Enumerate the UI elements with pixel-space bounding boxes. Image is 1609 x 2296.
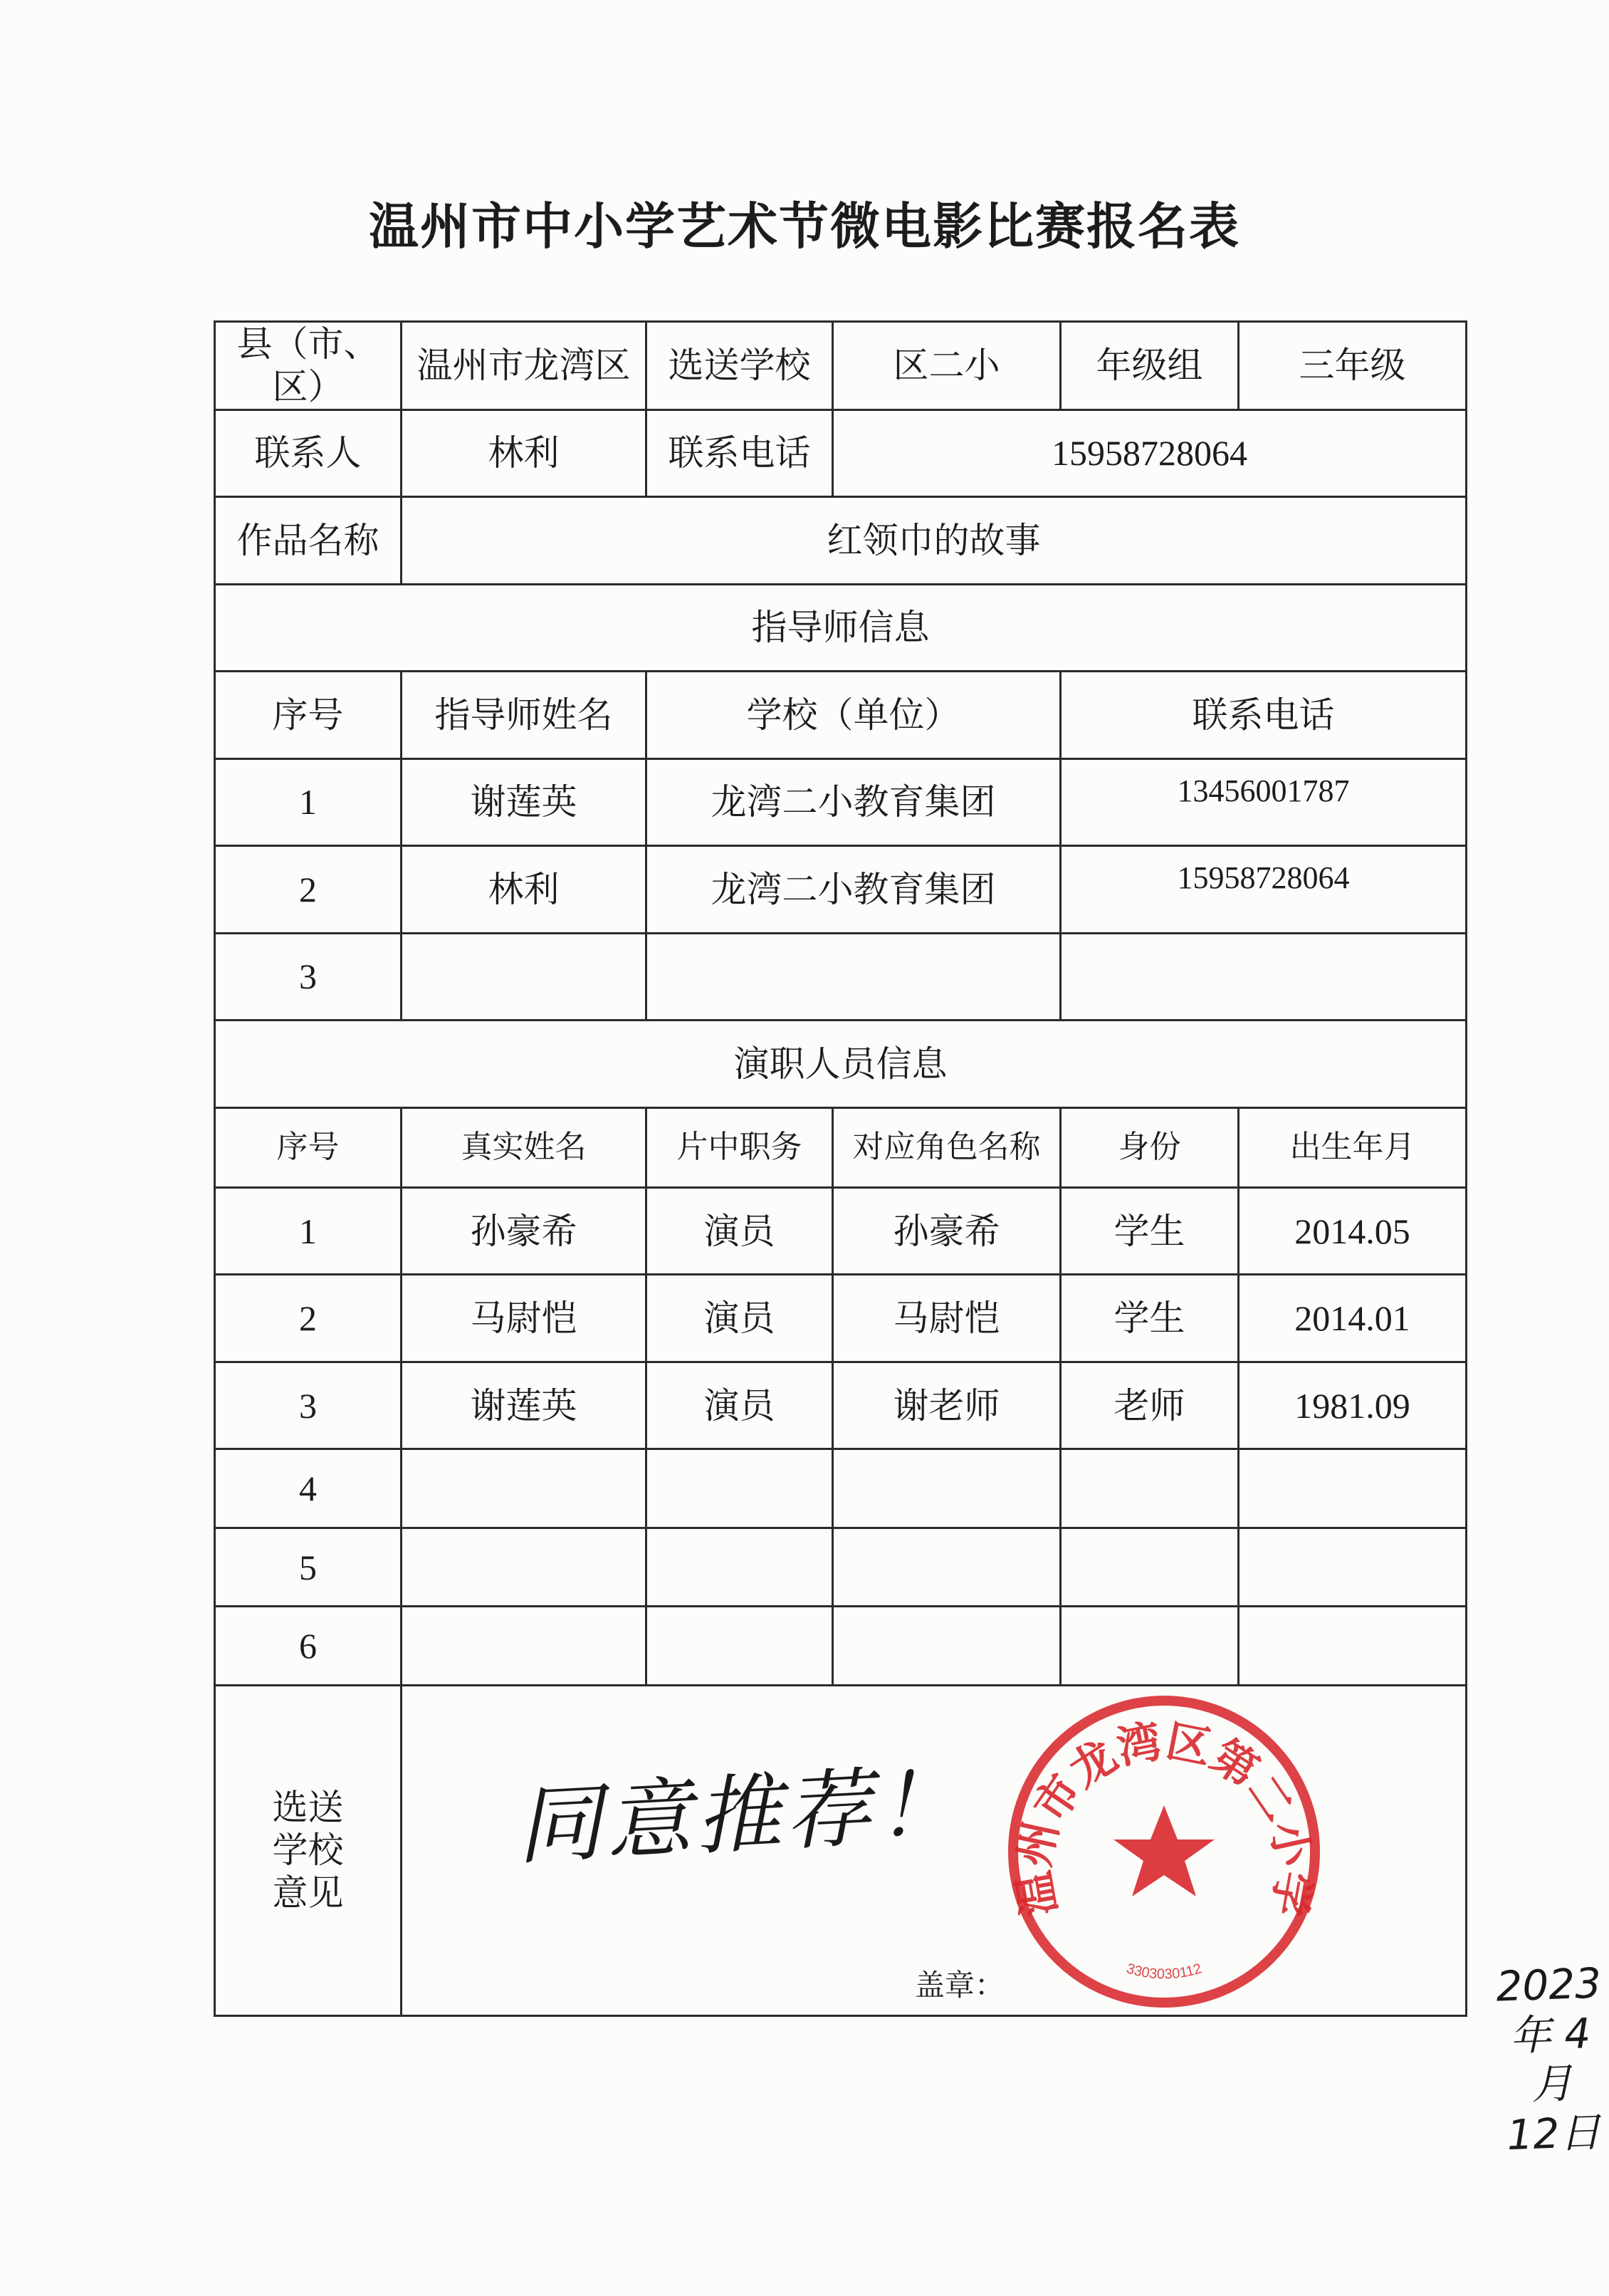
- cast-identity: 学生: [1061, 1275, 1239, 1362]
- mentor-phone: [1061, 933, 1467, 1021]
- cast-birth: 1981.09: [1239, 1362, 1467, 1449]
- cast-identity: [1061, 1607, 1239, 1685]
- mentor-name: 林利: [402, 846, 646, 934]
- county-value: 温州市龙湾区: [402, 322, 646, 410]
- cast-header-role: 对应角色名称: [833, 1107, 1061, 1187]
- cast-no: 3: [215, 1362, 402, 1449]
- cast-name: 马尉恺: [402, 1275, 646, 1362]
- cast-header-birth: 出生年月: [1239, 1107, 1467, 1187]
- cast-name: 孙豪希: [402, 1187, 646, 1275]
- cast-no: 6: [215, 1607, 402, 1685]
- mentor-section-title: 指导师信息: [215, 584, 1467, 672]
- cast-name: [402, 1449, 646, 1528]
- cast-role: [833, 1528, 1061, 1606]
- school-value: 区二小: [833, 322, 1061, 410]
- cast-duty: 演员: [646, 1187, 833, 1275]
- handwritten-opinion: 同意推荐！: [513, 1754, 968, 1877]
- school-seal-stamp: [1004, 1691, 1324, 2012]
- cast-name: [402, 1607, 646, 1685]
- phone-label: 联系电话: [646, 409, 833, 497]
- cast-duty: 演员: [646, 1362, 833, 1449]
- cast-duty: [646, 1449, 833, 1528]
- mentor-no: 3: [215, 933, 402, 1021]
- school-label: 选送学校: [646, 322, 833, 410]
- mentor-row: [215, 933, 1467, 1021]
- seal-label: 盖章：: [915, 1967, 1005, 2003]
- cast-no: 4: [215, 1449, 402, 1528]
- mentor-header-unit: 学校（单位）: [646, 672, 1061, 759]
- county-label: 县（市、区）: [215, 322, 402, 410]
- contact-label: 联系人: [215, 409, 402, 497]
- seal-code: 3303030112: [1124, 1961, 1204, 1983]
- mentor-phone: 15958728064: [1061, 846, 1467, 934]
- cast-birth: [1239, 1607, 1467, 1685]
- mentor-no: 1: [215, 758, 402, 846]
- cast-no: 2: [215, 1275, 402, 1362]
- cast-role: [833, 1607, 1061, 1685]
- cast-role: 谢老师: [833, 1362, 1061, 1449]
- cast-row: [215, 1607, 1467, 1685]
- cast-name: [402, 1528, 646, 1606]
- cast-no: 1: [215, 1187, 402, 1275]
- form-title: 温州市中小学艺术节微电影比赛报名表: [369, 197, 1240, 256]
- cast-row: [215, 1449, 1467, 1528]
- cast-role: 孙豪希: [833, 1187, 1061, 1275]
- cast-no: 5: [215, 1528, 402, 1606]
- mentor-row: [215, 846, 1467, 934]
- cast-identity: [1061, 1528, 1239, 1606]
- opinion-label-line: 选送: [272, 1787, 344, 1829]
- cast-row: [215, 1275, 1467, 1362]
- cast-birth: 2014.05: [1239, 1187, 1467, 1275]
- mentor-unit: 龙湾二小教育集团: [646, 846, 1061, 934]
- cast-identity: 老师: [1061, 1362, 1239, 1449]
- cast-birth: 2014.01: [1239, 1275, 1467, 1362]
- cast-role: 马尉恺: [833, 1275, 1061, 1362]
- cast-identity: 学生: [1061, 1187, 1239, 1275]
- cast-role: [833, 1449, 1061, 1528]
- cast-duty: [646, 1528, 833, 1606]
- cast-header-identity: 身份: [1061, 1107, 1239, 1187]
- mentor-header-name: 指导师姓名: [402, 672, 646, 759]
- cast-section-title: 演职人员信息: [215, 1021, 1467, 1108]
- seal-text: 温州市龙湾区第二小学: [1007, 1714, 1321, 1921]
- cast-header-name: 真实姓名: [402, 1107, 646, 1187]
- mentor-unit: 龙湾二小教育集团: [646, 758, 1061, 846]
- cast-row: [215, 1187, 1467, 1275]
- cast-duty: 演员: [646, 1275, 833, 1362]
- contact-value: 林利: [402, 409, 646, 497]
- cast-birth: [1239, 1449, 1467, 1528]
- mentor-no: 2: [215, 846, 402, 934]
- mentor-phone: 13456001787: [1061, 758, 1467, 846]
- cast-duty: [646, 1607, 833, 1685]
- phone-value: 15958728064: [833, 409, 1467, 497]
- cast-identity: [1061, 1449, 1239, 1528]
- grade-value: 三年级: [1239, 322, 1467, 410]
- cast-row: [215, 1362, 1467, 1449]
- mentor-name: 谢莲英: [402, 758, 646, 846]
- work-value: 红领巾的故事: [402, 497, 1467, 585]
- grade-label: 年级组: [1061, 322, 1239, 410]
- opinion-label-line: 意见: [272, 1872, 344, 1914]
- cast-birth: [1239, 1528, 1467, 1606]
- cast-header-duty: 片中职务: [646, 1107, 833, 1187]
- handwritten-date: 2023年 4月 12日: [1495, 1958, 1603, 2159]
- mentor-unit: [646, 933, 1061, 1021]
- opinion-label: [215, 1685, 402, 2015]
- seal-star-icon: [1113, 1805, 1215, 1896]
- cast-name: 谢莲英: [402, 1362, 646, 1449]
- work-label: 作品名称: [215, 497, 402, 585]
- mentor-row: [215, 758, 1467, 846]
- cast-header-no: 序号: [215, 1107, 402, 1187]
- opinion-label-line: 学校: [272, 1830, 344, 1872]
- mentor-name: [402, 933, 646, 1021]
- cast-row: [215, 1528, 1467, 1606]
- mentor-header-phone: 联系电话: [1061, 672, 1467, 759]
- mentor-header-no: 序号: [215, 672, 402, 759]
